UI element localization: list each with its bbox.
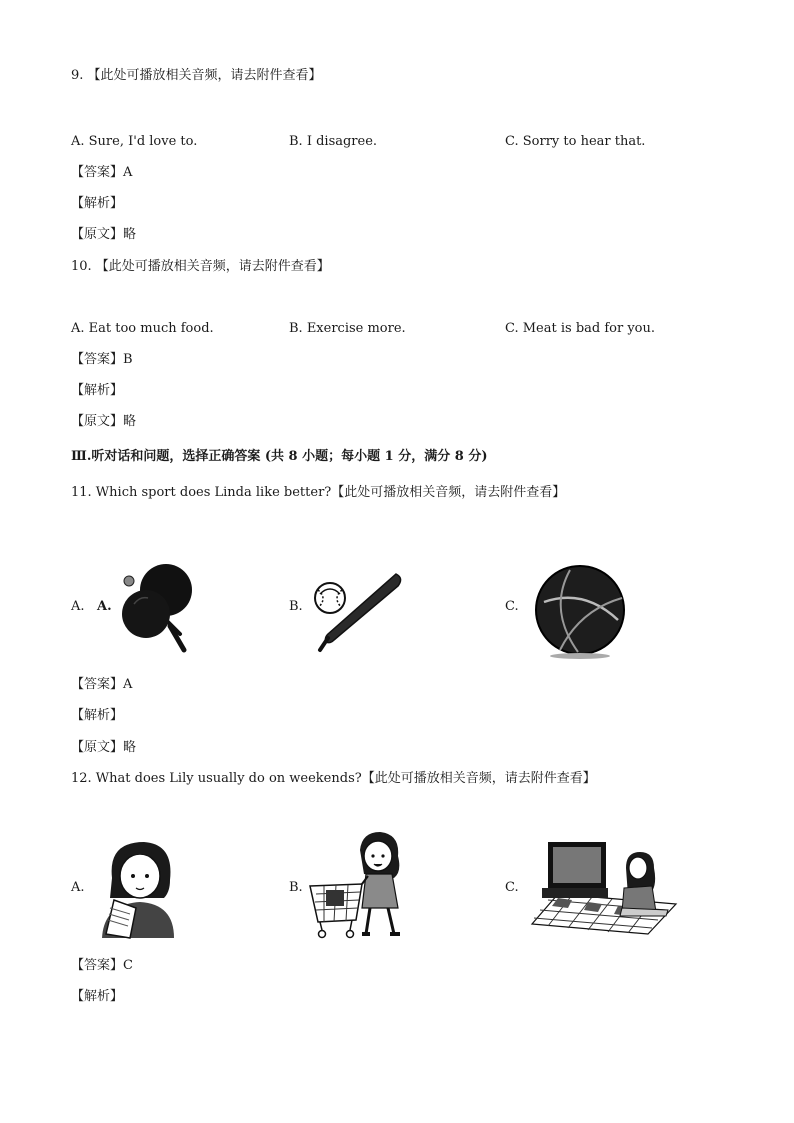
q10-option-c: C. Meat is bad for you. [505, 321, 656, 336]
q11-title: 11. Which sport does Linda like better?【此处可播放相关音频，请去附件查看】 [71, 485, 566, 500]
q10-option-a: A. Eat too much food. [71, 321, 214, 336]
q11-option-c: C. [505, 599, 519, 614]
girl-reading-image [96, 838, 176, 940]
q9-original: 【原文】略 [71, 227, 137, 242]
q10-title: 10. 【此处可播放相关音频，请去附件查看】 [71, 259, 330, 274]
q11-option-a-inner-label: A. [97, 599, 112, 614]
q10-option-b: B. Exercise more. [289, 321, 406, 336]
q10-analysis: 【解析】 [71, 383, 124, 398]
baseball-bat-image [310, 568, 406, 656]
q11-option-a: A. [71, 599, 85, 614]
q9-option-c: C. Sorry to hear that. [505, 134, 646, 149]
section-3-title: Ⅲ.听对话和问题，选择正确答案 (共 8 小题；每小题 1 分，满分 8 分) [71, 449, 488, 464]
girl-shopping-cart-image [304, 830, 414, 944]
q9-answer: 【答案】A [71, 165, 133, 180]
q11-original: 【原文】略 [71, 740, 137, 755]
q10-answer: 【答案】B [71, 352, 133, 367]
q10-original: 【原文】略 [71, 414, 137, 429]
q12-answer: 【答案】C [71, 958, 133, 973]
q12-option-b: B. [289, 880, 303, 895]
q9-analysis: 【解析】 [71, 196, 124, 211]
q11-analysis: 【解析】 [71, 708, 124, 723]
q11-option-b: B. [289, 599, 303, 614]
q9-option-a: A. Sure, I'd love to. [71, 134, 198, 149]
q12-option-a: A. [71, 880, 85, 895]
q9-option-b: B. I disagree. [289, 134, 378, 149]
q11-answer: 【答案】A [71, 677, 133, 692]
q12-option-c: C. [505, 880, 519, 895]
q9-title: 9. 【此处可播放相关音频，请去附件查看】 [71, 68, 322, 83]
ping-pong-paddles-image [118, 560, 198, 656]
basketball-image [530, 562, 630, 662]
girl-watching-tv-image [528, 838, 680, 938]
q12-title: 12. What does Lily usually do on weekends?【此处可播放相关音频，请去附件查看】 [71, 771, 596, 786]
q12-analysis: 【解析】 [71, 989, 124, 1004]
